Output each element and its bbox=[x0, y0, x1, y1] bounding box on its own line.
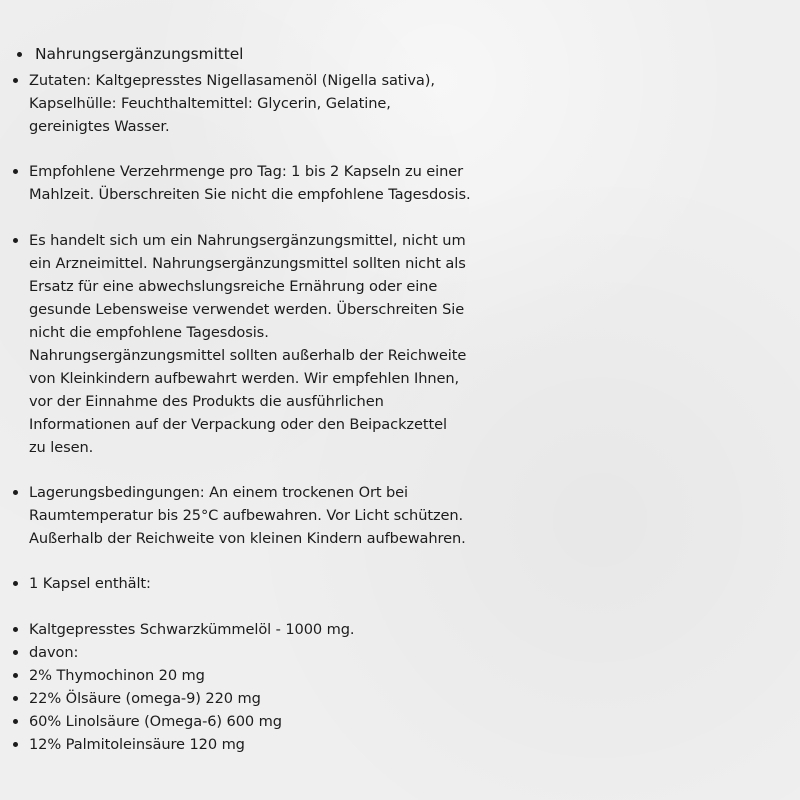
notice-line: Es handelt sich um ein Nahrungsergänzungsmittel, nicht um bbox=[29, 232, 466, 249]
composition-line: 60% Linolsäure (Omega-6) 600 mg bbox=[29, 713, 282, 730]
composition-line: 22% Ölsäure (omega-9) 220 mg bbox=[29, 690, 261, 707]
composition-item bbox=[9, 641, 354, 664]
capsule-heading: 1 Kapsel enthält: bbox=[29, 575, 151, 592]
composition-item bbox=[9, 733, 354, 756]
heading-block bbox=[9, 43, 243, 66]
notice-block bbox=[9, 229, 466, 459]
composition-item bbox=[9, 687, 354, 710]
notice-item bbox=[9, 229, 466, 459]
notice-line: nicht die empfohlene Tagesdosis. bbox=[29, 324, 269, 341]
composition-line: 12% Palmitoleinsäure 120 mg bbox=[29, 736, 245, 753]
ingredients-line: Zutaten: Kaltgepresstes Nigellasamenöl (Nigella sativa), bbox=[29, 72, 435, 89]
dosage-item bbox=[9, 160, 471, 206]
notice-line: gesunde Lebensweise verwendet werden. Überschreiten Sie bbox=[29, 301, 465, 318]
notice-line: zu lesen. bbox=[29, 439, 94, 456]
composition-item bbox=[9, 618, 354, 641]
notice-line: ein Arzneimittel. Nahrungsergänzungsmittel sollten nicht als bbox=[29, 255, 466, 272]
composition-line: Kaltgepresstes Schwarzkümmelöl - 1000 mg. bbox=[29, 621, 355, 638]
dosage-line: Empfohlene Verzehrmenge pro Tag: 1 bis 2 Kapseln zu einer bbox=[29, 163, 464, 180]
ingredients-block bbox=[9, 69, 435, 138]
heading-item bbox=[9, 43, 243, 66]
dosage-line: Mahlzeit. Überschreiten Sie nicht die empfohlene Tagesdosis. bbox=[29, 186, 471, 203]
notice-line: Informationen auf der Verpackung oder den Beipackzettel bbox=[29, 416, 447, 433]
composition-item bbox=[9, 710, 354, 733]
storage-line: Außerhalb der Reichweite von kleinen Kindern aufbewahren. bbox=[29, 530, 466, 547]
storage-line: Lagerungsbedingungen: An einem trockenen Ort bei bbox=[29, 484, 409, 501]
dosage-block bbox=[9, 160, 471, 206]
page-heading: Nahrungsergänzungsmittel bbox=[35, 45, 244, 63]
notice-line: vor der Einnahme des Produkts die ausführlichen bbox=[29, 393, 384, 410]
composition-line: davon: bbox=[29, 644, 79, 661]
composition-line: 2% Thymochinon 20 mg bbox=[29, 667, 205, 684]
notice-line: Ersatz für eine abwechslungsreiche Ernährung oder eine bbox=[29, 278, 438, 295]
capsule-heading-block bbox=[9, 572, 151, 595]
composition-item bbox=[9, 664, 354, 687]
composition-list bbox=[9, 618, 354, 756]
ingredients-line: gereinigtes Wasser. bbox=[29, 118, 170, 135]
ingredients-item bbox=[9, 69, 435, 138]
ingredients-line: Kapselhülle: Feuchthaltemittel: Glycerin, Gelatine, bbox=[29, 95, 391, 112]
storage-line: Raumtemperatur bis 25°C aufbewahren. Vor Licht schützen. bbox=[29, 507, 464, 524]
notice-line: von Kleinkindern aufbewahrt werden. Wir empfehlen Ihnen, bbox=[29, 370, 460, 387]
storage-block bbox=[9, 481, 466, 550]
storage-item bbox=[9, 481, 466, 550]
capsule-heading-item bbox=[9, 572, 151, 595]
notice-line: Nahrungsergänzungsmittel sollten außerhalb der Reichweite bbox=[29, 347, 467, 364]
